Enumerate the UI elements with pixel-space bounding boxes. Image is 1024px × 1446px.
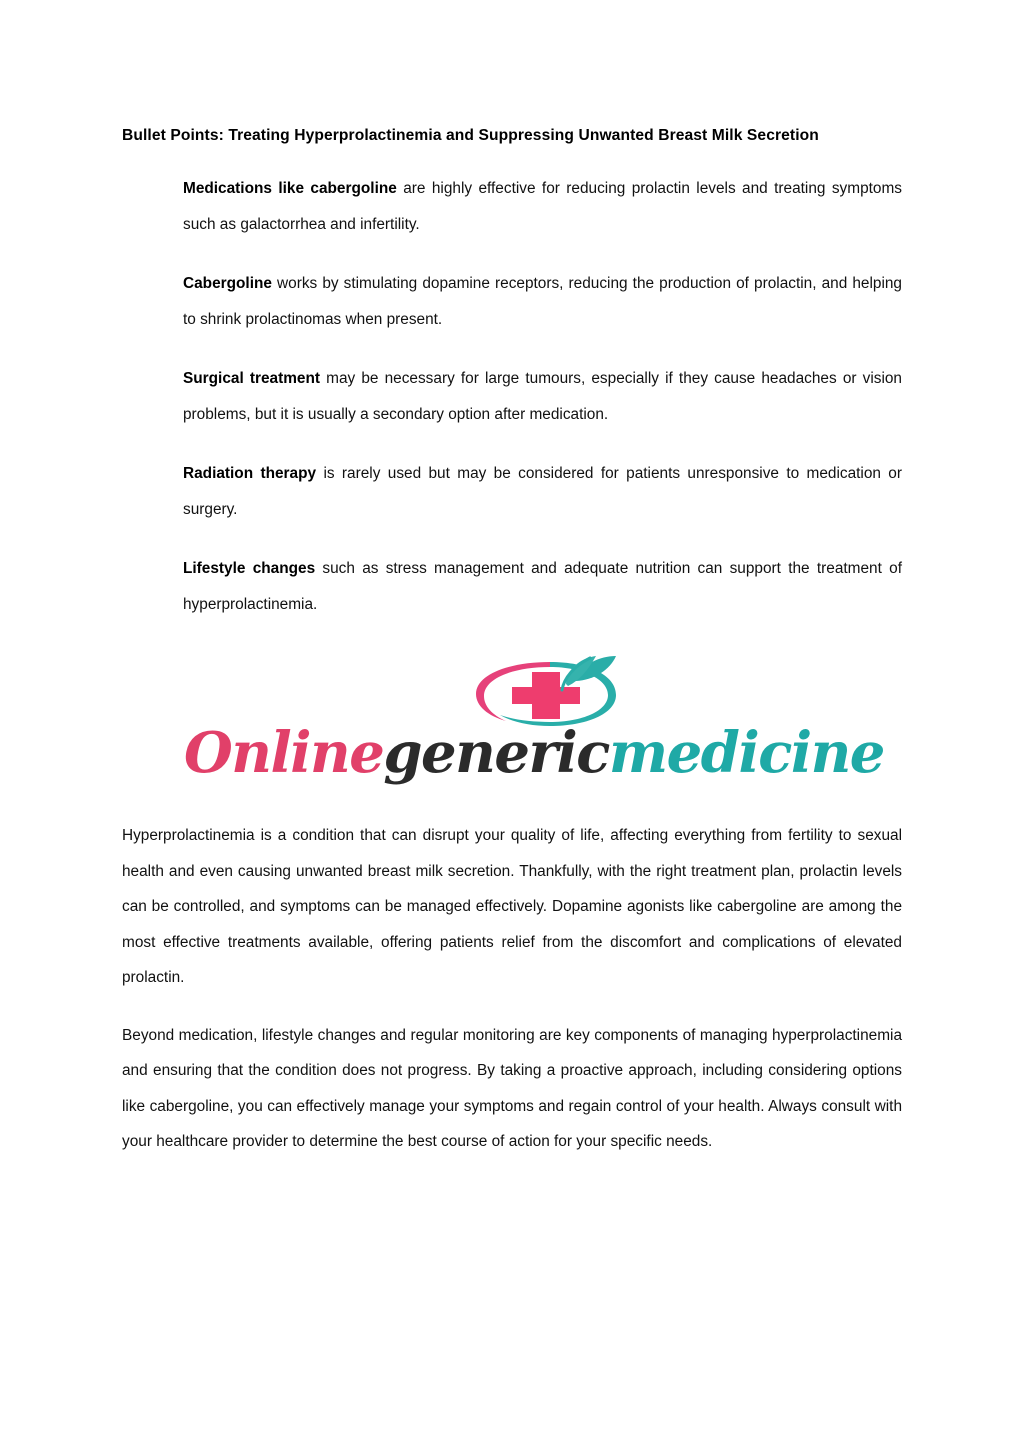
bullet-list — [122, 171, 902, 622]
list-item-text: is rarely used but may be considered for patients unresponsive to medication or surgery. — [183, 465, 902, 518]
list-item-lead: Cabergoline — [183, 275, 272, 292]
list-item-lead: Medications like cabergoline — [183, 180, 397, 197]
list-item-text: may be necessary for large tumours, especially if they cause headaches or vision problems, but it is usually a secondary option after medication. — [183, 370, 902, 423]
list-item — [122, 171, 902, 242]
brand-wordmark-generic: generic — [383, 720, 609, 786]
document-content — [122, 118, 902, 1160]
brand-logo-inner — [184, 652, 889, 792]
list-item-lead: Lifestyle changes — [183, 560, 316, 577]
list-item-text: such as stress management and adequate nutrition can support the treatment of hyperprolactinemia. — [183, 560, 902, 613]
brand-wordmark — [184, 714, 889, 792]
list-item-text: are highly effective for reducing prolactin levels and treating symptoms such as galactorrhea and infertility. — [183, 180, 902, 233]
page-title: Bullet Points: Treating Hyperprolactinemia and Suppressing Unwanted Breast Milk Secretion — [122, 127, 819, 144]
list-item-lead: Radiation therapy — [183, 465, 317, 482]
brand-wordmark-medicine: medicine — [608, 720, 884, 786]
list-item-text: works by stimulating dopamine receptors, reducing the production of prolactin, and helping to shrink prolactinomas when present. — [183, 275, 902, 328]
brand-wordmark-online: Online — [184, 720, 384, 786]
body-paragraph: Beyond medication, lifestyle changes and regular monitoring are key components of managing hyperprolactinemia and ensuring that the condition does not progress. By taking a proactive approach, including considering options like cabergoline, you can effectively manage your symptoms and regain control of your health. Always consult with your healthcare provider to determine the best course of action for your specific needs. — [122, 1026, 902, 1150]
list-item — [122, 551, 902, 622]
body-paragraph: Hyperprolactinemia is a condition that can disrupt your quality of life, affecting everything from fertility to sexual health and even causing unwanted breast milk secretion. Thankfully, with the right treatment plan, prolactin levels can be controlled, and symptoms can be managed effectively. Dopamine agonists like cabergoline are among the most effective treatments available, offering patients relief from the discomfort and complications of elevated prolactin. — [122, 827, 902, 986]
list-item — [122, 361, 902, 432]
list-item — [122, 266, 902, 337]
brand-logo — [122, 652, 902, 792]
list-item — [122, 456, 902, 527]
list-item-lead: Surgical treatment — [183, 370, 320, 387]
